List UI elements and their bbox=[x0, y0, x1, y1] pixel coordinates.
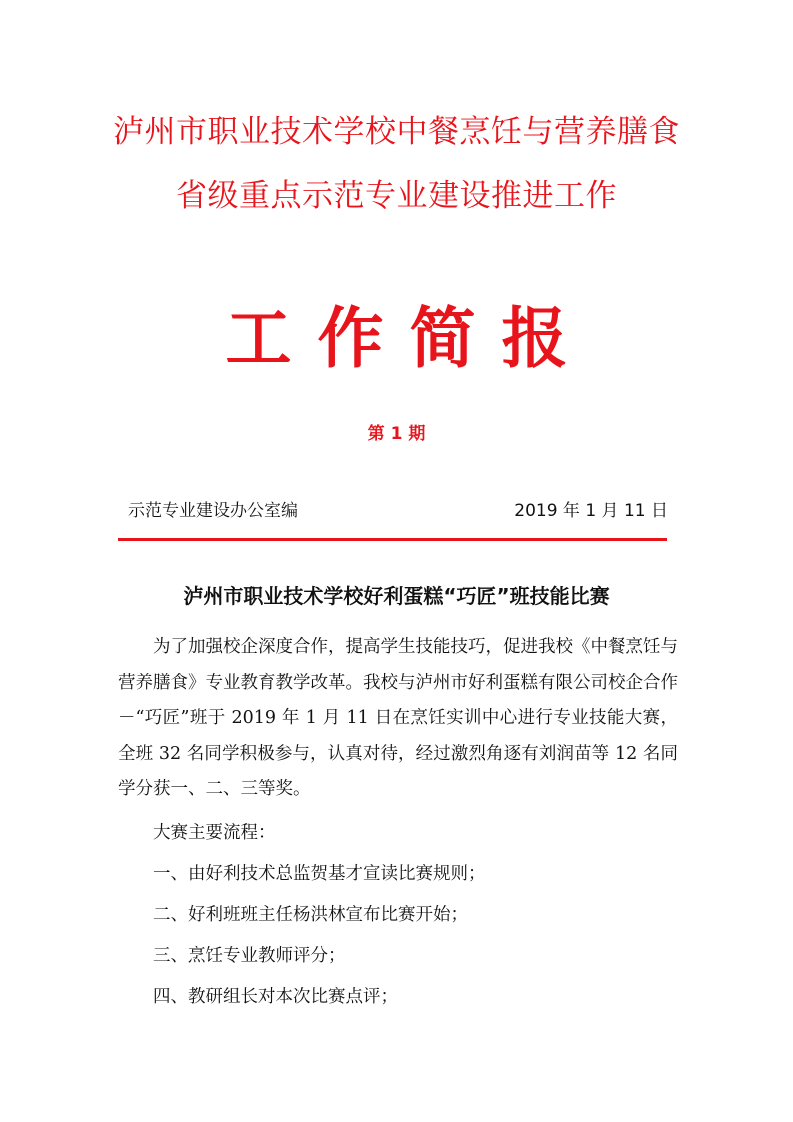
process-step-2: 二、好利班班主任杨洪林宣布比赛开始； bbox=[153, 904, 468, 925]
process-step-3: 三、烹饪专业教师评分； bbox=[153, 945, 346, 966]
issue-number: 第 1 期 bbox=[367, 424, 426, 444]
process-step-1: 一、由好利技术总监贺基才宣读比赛规则； bbox=[153, 863, 486, 884]
organization-title-line-1: 泸州市职业技术学校中餐烹饪与营养膳食 bbox=[113, 114, 680, 150]
process-heading: 大赛主要流程： bbox=[153, 822, 276, 843]
red-divider-line bbox=[118, 538, 667, 541]
process-step-4: 四、教研组长对本次比赛点评； bbox=[153, 986, 398, 1007]
organization-title-line-2: 省级重点示范专业建设推进工作 bbox=[176, 178, 617, 214]
intro-paragraph: 为了加强校企深度合作，提高学生技能技巧，促进我校《中餐烹饪与营养膳食》专业教育教学改革。我校与泸州市好利蛋糕有限公司校企合作－“巧匠”班于 2019 年 1 月 11 日在烹饪实训中心进行专业技能大赛，全班 32 名同学积极参与，认真对待，经过激烈角逐有刘润苗等 12 名同学分获一、二、三等奖。 bbox=[118, 637, 678, 799]
publish-date: 2019 年 1 月 11 日 bbox=[514, 501, 668, 521]
editor-office: 示范专业建设办公室编 bbox=[128, 501, 298, 521]
bulletin-masthead: 工作简报 bbox=[225, 300, 594, 377]
article-title: 泸州市职业技术学校好利蛋糕“巧匠”班技能比赛 bbox=[183, 584, 610, 608]
article-body bbox=[118, 630, 678, 1018]
